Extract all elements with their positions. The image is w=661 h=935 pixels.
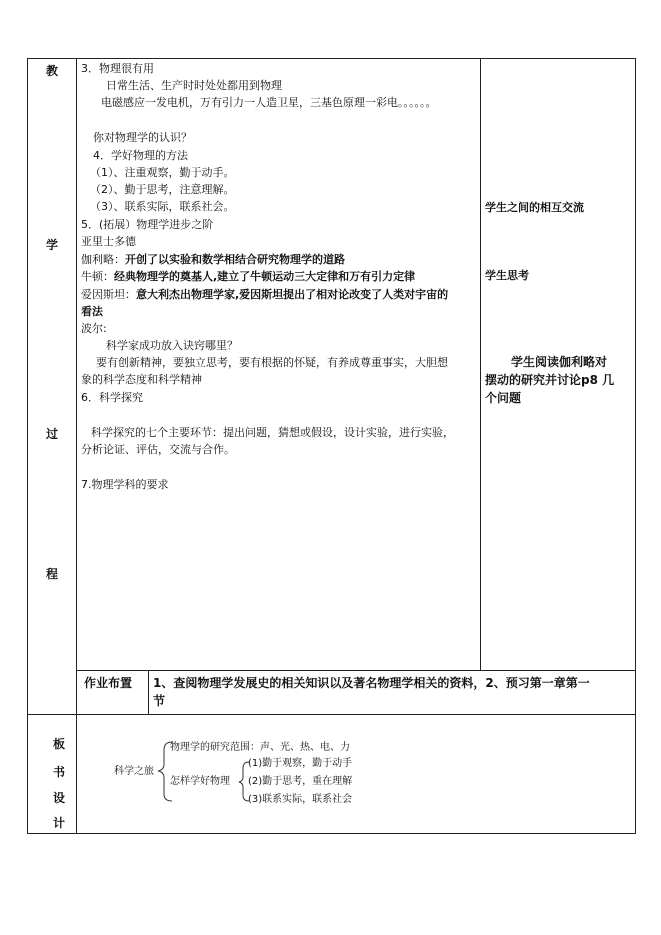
side-label-she: 设 — [53, 791, 66, 805]
section-6-title: 6．科学探究 — [81, 391, 143, 404]
activity-exchange: 学生之间的相互交流 — [485, 201, 584, 214]
activity-think: 学生思考 — [485, 269, 529, 282]
spirit-line-2: 象的科学态度和科学精神 — [81, 373, 202, 386]
activity-read-line-3: 个问题 — [485, 391, 522, 405]
homework-text-line-1: 1、查阅物理学发展史的相关知识以及著名物理学相关的资料，2、预习第一章第一 — [153, 676, 590, 690]
section-3-line-2: 电磁感应一发电机，万有引力一人造卫星，三基色原理一彩电。。。。。。 — [101, 96, 437, 109]
einstein-name: 爱因斯坦： — [81, 288, 136, 301]
side-label-ji: 计 — [53, 816, 66, 830]
question-view: 你对物理学的认识？ — [93, 131, 192, 144]
section-3-line-1: 日常生活、生产时时处处都用到物理 — [106, 79, 282, 92]
einstein-text-1: 意大利杰出物理学家,爱因斯坦提出了相对论改变了人类对宇宙的 — [136, 288, 449, 301]
newton-text: 经典物理学的奠基人,建立了牛顿运动三大定律和万有引力定律 — [114, 270, 416, 283]
activity-read-line-1: 学生阅读伽利略对 — [511, 355, 608, 369]
bohr: 波尔: — [81, 322, 107, 335]
inquiry-line-2: 分析论证、评估，交流与合作。 — [81, 443, 235, 456]
section-4-item-3: （3）、联系实际，联系社会。 — [90, 200, 235, 213]
inquiry-line-1: 科学探究的七个主要环节：提出问题，猜想或假设，设计实验，进行实验， — [91, 426, 454, 439]
section-7-title: 7.物理学科的要求 — [81, 478, 169, 491]
einstein-text-2: 看法 — [81, 305, 103, 318]
board-method-1: (1)勤于观察，勤于动手 — [248, 758, 353, 769]
galileo-name: 伽利略： — [81, 253, 125, 266]
section-3-title: 3．物理很有用 — [81, 62, 154, 75]
side-label-ban: 板 — [53, 737, 66, 751]
homework-text-line-2: 节 — [153, 694, 166, 708]
section-4-item-1: （1）、注重观察，勤于动手。 — [90, 166, 235, 179]
section-5-title: 5．(拓展）物理学进步之阶 — [81, 218, 214, 231]
side-label-xue: 学 — [46, 238, 59, 252]
section-4-item-2: （2）、勤于思考，注意理解。 — [90, 183, 235, 196]
side-label-guo: 过 — [46, 427, 59, 441]
activity-read-line-2: 摆动的研究并讨论p8 几 — [485, 373, 615, 387]
side-label-jiao: 教 — [46, 64, 59, 78]
board-method-3: (3)联系实际，联系社会 — [248, 794, 353, 805]
homework-label: 作业布置 — [84, 676, 133, 690]
board-root: 科学之旅 — [114, 766, 154, 777]
aristotle: 亚里士多德 — [81, 235, 136, 248]
galileo-text: 开创了以实验和数学相结合研究物理学的道路 — [125, 253, 345, 266]
success-question: 科学家成功放入诀窍哪里？ — [106, 339, 238, 352]
side-label-shu: 书 — [53, 765, 66, 779]
board-method: 怎样学好物理 — [170, 776, 230, 787]
board-method-2: (2)勤于思考，重在理解 — [248, 776, 353, 787]
newton-name: 牛顿： — [81, 270, 114, 283]
section-4-title: 4．学好物理的方法 — [93, 149, 188, 162]
board-scope: 物理学的研究范围：声、光、热、电、力 — [170, 742, 350, 753]
spirit-line-1: 要有创新精神，要独立思考，要有根据的怀疑，有养成尊重事实，大胆想 — [96, 356, 448, 369]
side-label-cheng: 程 — [46, 567, 59, 581]
